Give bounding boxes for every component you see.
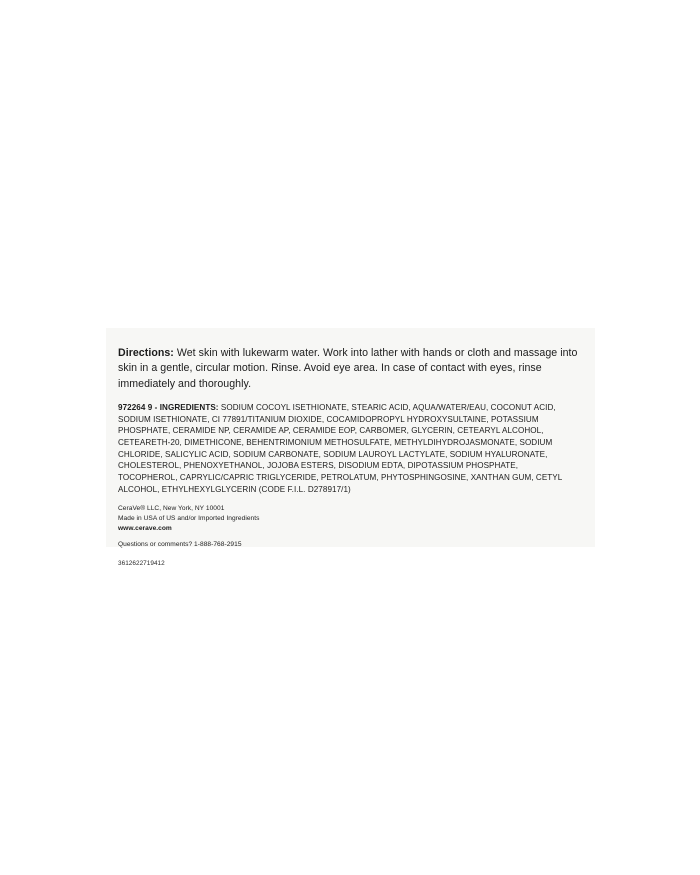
questions-contact-line: Questions or comments? 1-888-768-2915: [118, 541, 242, 549]
lot-code-line: 3612622719412: [118, 560, 165, 568]
directions-heading: Directions:: [118, 347, 174, 359]
ingredients-paragraph: [118, 402, 579, 495]
ingredients-list: SODIUM COCOYL ISETHIONATE, STEARIC ACID, AQUA/WATER/EAU, COCONUT ACID, SODIUM ISETHIONATE, CI 77891/TITANIUM DIOXIDE, COCAMIDOPROPYL HYDROXYSULTAINE, POTASSIUM PHOSPHATE, CERAMIDE NP, CERAMIDE AP, CERAMIDE EOP, CARBOMER, GLYCERIN, CETEARYL ALCOHOL, CETEARETH-20, DIMETHICONE, BEHENTRIMONIUM METHOSULFATE, METHYLDIHYDROJASMONATE, SODIUM CHLORIDE, SALICYLIC ACID, SODIUM CARBONATE, SODIUM LAUROYL LACTYLATE, SODIUM HYALURONATE, CHOLESTEROL, PHENOXYETHANOL, JOJOBA ESTERS, DISODIUM EDTA, DIPOTASSIUM PHOSPHATE, TOCOPHEROL, CAPRYLIC/CAPRIC TRIGLYCERIDE, PETROLATUM, PHYTOSPHINGOSINE, XANTHAN GUM, CETYL ALCOHOL, ETHYLHEXYLGLYCERIN (CODE F.I.L. D278917/1): [118, 403, 563, 494]
ingredients-heading: 972264 9 - INGREDIENTS:: [118, 403, 219, 413]
company-info-block: [118, 504, 579, 534]
company-address-line: CeraVe® LLC, New York, NY 10001: [118, 505, 225, 513]
company-website-line: www.cerave.com: [118, 525, 172, 533]
directions-text: Wet skin with lukewarm water. Work into lather with hands or cloth and massage into skin in a gentle, circular motion. Rinse. Avoid eye area. In case of contact with eyes, rinse immediately and thoroughly.: [118, 347, 578, 390]
product-label-panel: [106, 328, 595, 568]
directions-paragraph: [118, 346, 579, 392]
company-origin-line: Made in USA of US and/or Imported Ingredients: [118, 515, 260, 523]
